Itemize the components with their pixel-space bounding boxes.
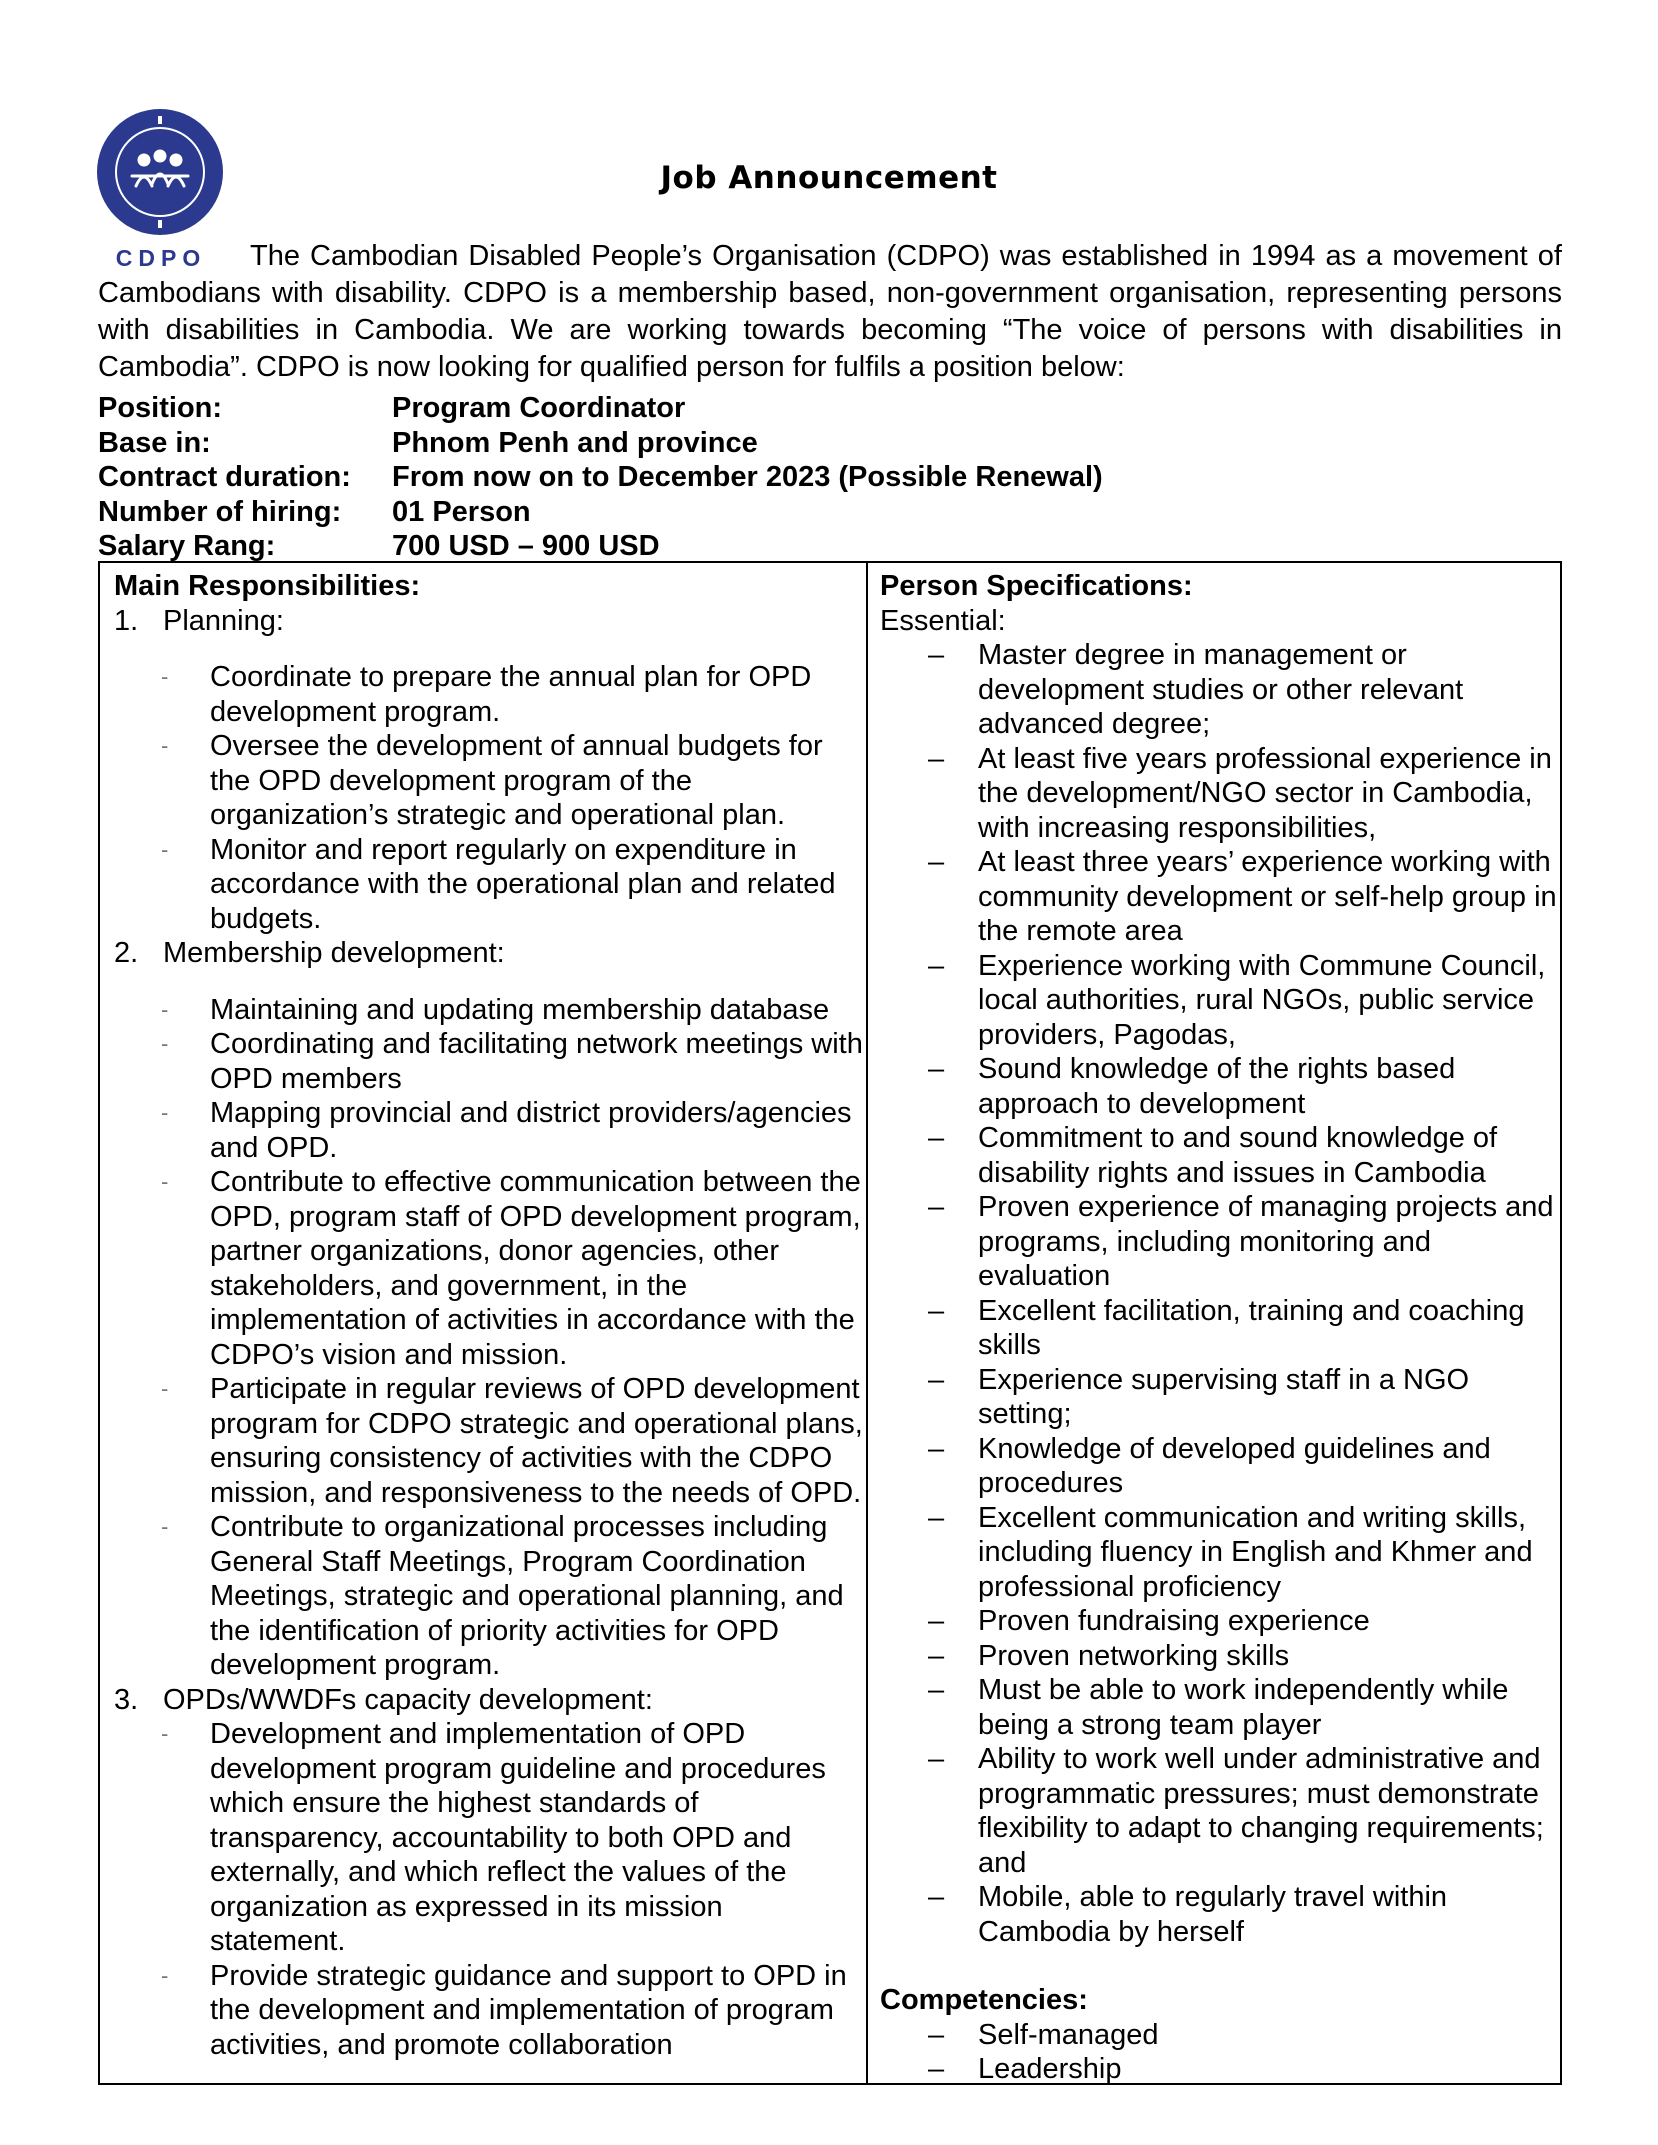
list-item: - Participate in regular reviews of OPD development program for CDPO strategic and operational plans, ensuring consistency of activities with the CDPO mission, and responsiveness to the needs of OPD. <box>161 1373 863 1509</box>
dash-icon: - <box>161 1514 169 1539</box>
list-item: – Self-managed <box>928 2018 1159 2051</box>
dash-icon: - <box>161 664 169 689</box>
list-item: – Sound knowledge of the rights based approach to development <box>928 1053 1456 1120</box>
info-label: Salary Rang: <box>98 530 276 562</box>
dash-icon: – <box>928 2018 945 2051</box>
membership-list <box>114 993 866 1683</box>
dash-icon: - <box>161 1376 169 1401</box>
info-label: Number of hiring: <box>98 495 342 528</box>
info-value: From now on to December 2023 (Possible Renewal) <box>392 461 1103 493</box>
info-row-position <box>98 391 1103 426</box>
dash-icon: – <box>928 1432 945 1465</box>
dash-icon: – <box>928 1122 945 1154</box>
capacity-list <box>114 1717 866 2062</box>
list-item: - Contribute to organizational processes including General Staff Meetings, Program Coordination Meetings, strategic and operational planning, and the identification of priority activities for OPD development program. <box>161 1511 844 1681</box>
dash-icon: – <box>928 1053 945 1085</box>
info-value: 700 USD – 900 USD <box>392 530 660 562</box>
specifications-column <box>868 563 1560 2083</box>
list-item: – Experience working with Commune Council, local authorities, rural NGOs, public service providers, Pagodas, <box>928 949 1546 1051</box>
info-row-base <box>98 426 1103 461</box>
dash-icon: - <box>161 1100 169 1125</box>
info-label: Contract duration: <box>98 461 351 493</box>
dash-icon: – <box>928 1743 945 1775</box>
intro-paragraph: The Cambodian Disabled People’s Organisation (CDPO) was established in 1994 as a movement of Cambodians with disability. CDPO is a membership based, non-government organisation, representing persons with disabilities in Cambodia. We are working towards becoming “The voice of persons with disabilities in Cambodia”. CDPO is now looking for qualified person for fulfils a position below: <box>98 240 1562 383</box>
info-value: Phnom Penh and province <box>392 426 758 459</box>
section-title: Planning: <box>163 604 284 637</box>
dash-icon: – <box>928 1881 945 1913</box>
list-item: – At least three years’ experience working with community development or self-help group in the remote area <box>928 846 1557 947</box>
dash-icon: – <box>928 1501 945 1534</box>
list-item: – Proven experience of managing projects and programs, including monitoring and evaluation <box>928 1191 1554 1292</box>
info-value: Program Coordinator <box>392 392 686 424</box>
list-item: - Maintaining and updating membership database <box>161 993 830 1026</box>
list-item: – Commitment to and sound knowledge of disability rights and issues in Cambodia <box>928 1122 1498 1189</box>
list-item: - Coordinate to prepare the annual plan for OPD development program. <box>161 661 812 728</box>
list-item: - Oversee the development of annual budgets for the OPD development program of the organization’s strategic and operational plan. <box>161 730 823 831</box>
section-heading <box>114 604 866 639</box>
section-number: 1. <box>114 604 139 637</box>
info-label: Position: <box>98 392 223 424</box>
dash-icon: – <box>928 1191 945 1223</box>
dash-icon: - <box>161 1169 169 1194</box>
dash-icon: – <box>928 1674 945 1706</box>
list-item: - Contribute to effective communication between the OPD, program staff of OPD development program, partner organizations, donor agencies, other stakeholders, and government, in the implementation of activities in accordance with the CDPO’s vision and mission. <box>161 1166 861 1371</box>
dash-icon: - <box>161 1962 169 1988</box>
dash-icon: - <box>161 836 169 862</box>
job-info <box>98 391 1103 564</box>
list-item: - Mapping provincial and district providers/agencies and OPD. <box>161 1097 852 1164</box>
dash-icon: – <box>928 2053 945 2083</box>
section-number: 3. <box>114 1683 139 1716</box>
dash-icon: – <box>928 1363 945 1396</box>
job-details-table <box>98 561 1562 2085</box>
list-item: - Monitor and report regularly on expenditure in accordance with the operational plan and related budgets. <box>161 833 836 935</box>
dash-icon: – <box>928 1639 945 1672</box>
section-title: Membership development: <box>163 937 505 969</box>
dash-icon: – <box>928 846 945 878</box>
section-heading <box>114 1683 866 1718</box>
page-title: Job Announcement <box>660 160 998 196</box>
info-value: 01 Person <box>392 495 531 528</box>
list-item: - Coordinating and facilitating network meetings with OPD members <box>161 1028 863 1095</box>
dash-icon: - <box>161 733 169 758</box>
dash-icon: – <box>928 742 945 775</box>
section-number: 2. <box>114 937 139 969</box>
list-item: – Ability to work well under administrative and programmatic pressures; must demonstrate flexibility to adapt to changing requirements; and <box>928 1743 1544 1879</box>
competencies-list <box>880 2018 1560 2084</box>
list-item: – Mobile, able to regularly travel within Cambodia by herself <box>928 1881 1448 1948</box>
list-item: – Experience supervising staff in a NGO setting; <box>928 1363 1470 1430</box>
dash-icon: - <box>161 1721 169 1746</box>
list-item: – Proven fundraising experience <box>928 1605 1370 1637</box>
list-item: – Must be able to work independently while being a strong team player <box>928 1674 1509 1741</box>
info-row-contract <box>98 460 1103 495</box>
list-item: – Leadership <box>880 2052 1560 2083</box>
dash-icon: – <box>928 1605 945 1637</box>
list-item: – Proven networking skills <box>928 1639 1290 1672</box>
section-heading <box>114 936 866 971</box>
list-item: – Excellent communication and writing skills, including fluency in English and Khmer and professional proficiency <box>928 1501 1533 1603</box>
responsibilities-heading: Main Responsibilities: <box>114 570 421 602</box>
info-row-hiring <box>98 495 1103 530</box>
competencies-heading: Competencies: <box>880 1984 1088 2016</box>
dash-icon: – <box>928 1294 945 1327</box>
section-title: OPDs/WWDFs capacity development: <box>163 1683 653 1716</box>
list-item: - Development and implementation of OPD development program guideline and procedures which ensure the highest standards of transparency, accountability to both OPD and externally, and which reflect the values of the organization as expressed in its mission statement. <box>161 1718 826 1957</box>
dash-icon: - <box>161 1031 169 1056</box>
specifications-heading: Person Specifications: <box>880 570 1193 602</box>
list-item: – At least five years professional experience in the development/NGO sector in Cambodia, with increasing responsibilities, <box>928 742 1552 844</box>
list-item: - Provide strategic guidance and support to OPD in the development and implementation of program activities, and promote collaboration <box>161 1959 847 2061</box>
responsibilities-column <box>100 563 868 2083</box>
planning-list <box>114 660 866 936</box>
essential-label: Essential: <box>880 604 1006 637</box>
info-label: Base in: <box>98 426 211 459</box>
list-item: – Master degree in management or development studies or other relevant advanced degree; <box>928 639 1464 740</box>
dash-icon: – <box>928 949 945 982</box>
info-row-salary <box>98 529 1103 564</box>
logo-abbreviation: CDPO <box>115 245 207 271</box>
list-item: – Knowledge of developed guidelines and procedures <box>928 1432 1491 1499</box>
list-item: – Excellent facilitation, training and coaching skills <box>928 1294 1525 1361</box>
dash-icon: - <box>161 996 169 1022</box>
dash-icon: – <box>928 639 945 671</box>
essential-list <box>880 638 1560 1949</box>
